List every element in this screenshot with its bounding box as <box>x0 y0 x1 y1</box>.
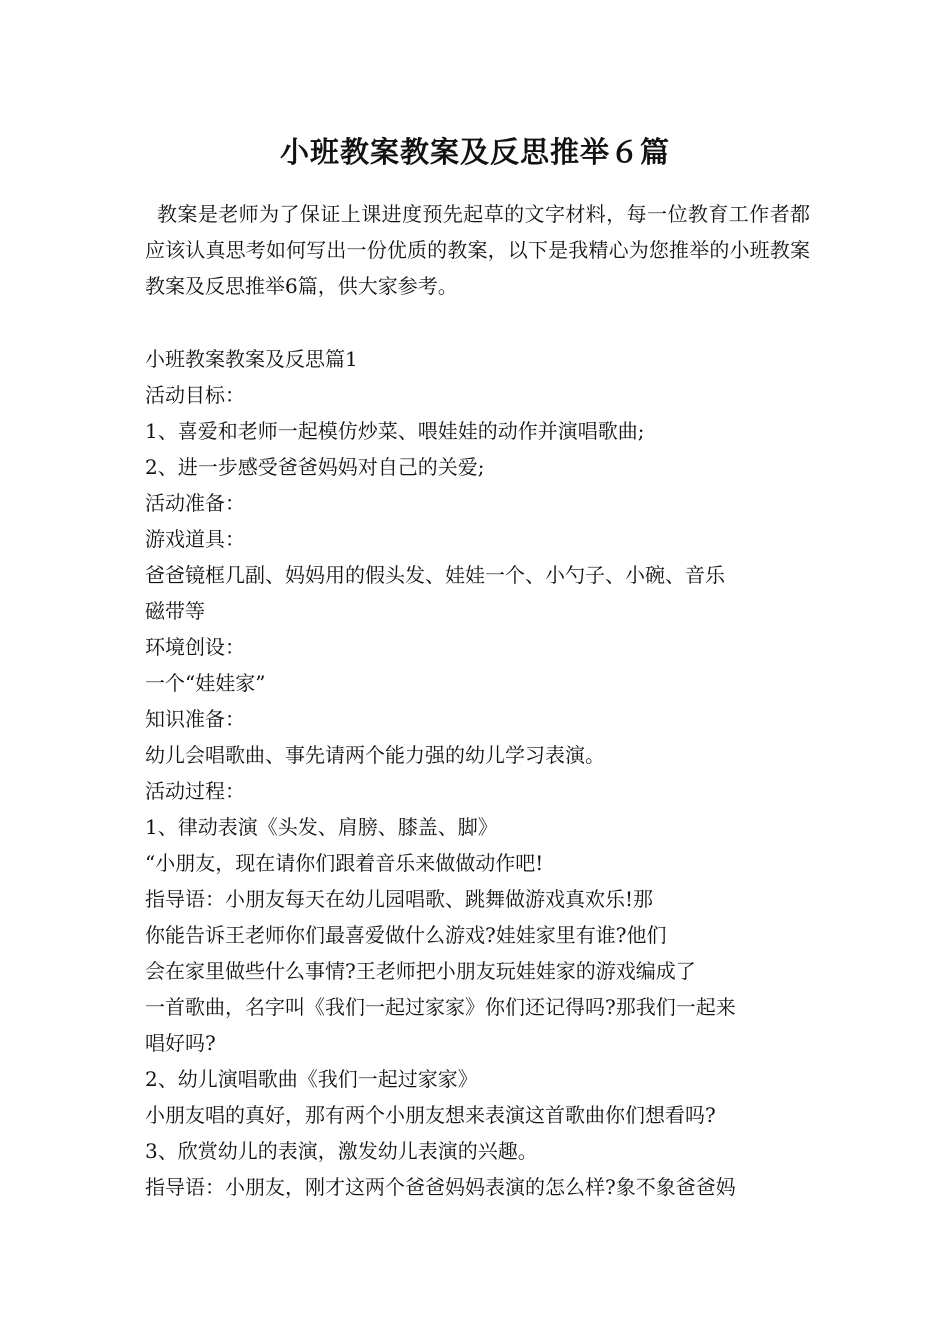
text-line: 环境创设： <box>145 635 245 659</box>
document-body <box>145 341 810 1205</box>
text-line: 知识准备： <box>145 707 245 731</box>
text-line: 爸爸镜框几副、妈妈用的假头发、娃娃一个、小勺子、小碗、音乐 <box>145 563 725 587</box>
text-line: 指导语：小朋友每天在幼儿园唱歌、跳舞做游戏真欢乐!那 <box>145 887 654 911</box>
text-line: 小朋友唱的真好，那有两个小朋友想来表演这首歌曲你们想看吗? <box>145 1103 716 1127</box>
document-title: 小班教案教案及反思推举６篇 <box>279 135 670 169</box>
text-line: 唱好吗? <box>145 1031 216 1055</box>
text-line: 会在家里做些什么事情?王老师把小朋友玩娃娃家的游戏编成了 <box>145 959 696 983</box>
text-line: 一个“娃娃家” <box>145 671 266 695</box>
text-line: 小班教案教案及反思篇1 <box>145 347 358 371</box>
text-line: 一首歌曲，名字叫《我们一起过家家》你们还记得吗?那我们一起来 <box>145 995 736 1019</box>
text-line: 指导语：小朋友，刚才这两个爸爸妈妈表演的怎么样?象不象爸爸妈 <box>145 1175 736 1199</box>
text-line: 2、幼儿演唱歌曲《我们一起过家家》 <box>145 1067 478 1091</box>
text-line: 磁带等 <box>145 599 205 623</box>
text-line: 活动准备： <box>145 491 245 515</box>
text-line: 1、喜爱和老师一起模仿炒菜、喂娃娃的动作并演唱歌曲; <box>145 419 645 443</box>
text-line: 1、律动表演《头发、肩膀、膝盖、脚》 <box>145 815 498 839</box>
text-line: 游戏道具： <box>145 527 245 551</box>
text-line: 活动过程： <box>145 779 245 803</box>
text-line: “小朋友，现在请你们跟着音乐来做做动作吧! <box>145 851 544 875</box>
text-line: 活动目标： <box>145 383 245 407</box>
text-line: 幼儿会唱歌曲、事先请两个能力强的幼儿学习表演。 <box>145 743 605 767</box>
text-line: 3、欣赏幼儿的表演，激发幼儿表演的兴趣。 <box>145 1139 538 1163</box>
text-line: 2、进一步感受爸爸妈妈对自己的关爱; <box>145 455 485 479</box>
text-line: 你能告诉王老师你们最喜爱做什么游戏?娃娃家里有谁?他们 <box>145 923 667 947</box>
intro-paragraph: 教案是老师为了保证上课进度预先起草的文字材料，每一位教育工作者都应该认真思考如何写出一份优质的教案，以下是我精心为您推举的小班教案教案及反思推举6篇，供大家参考。 <box>145 202 810 298</box>
